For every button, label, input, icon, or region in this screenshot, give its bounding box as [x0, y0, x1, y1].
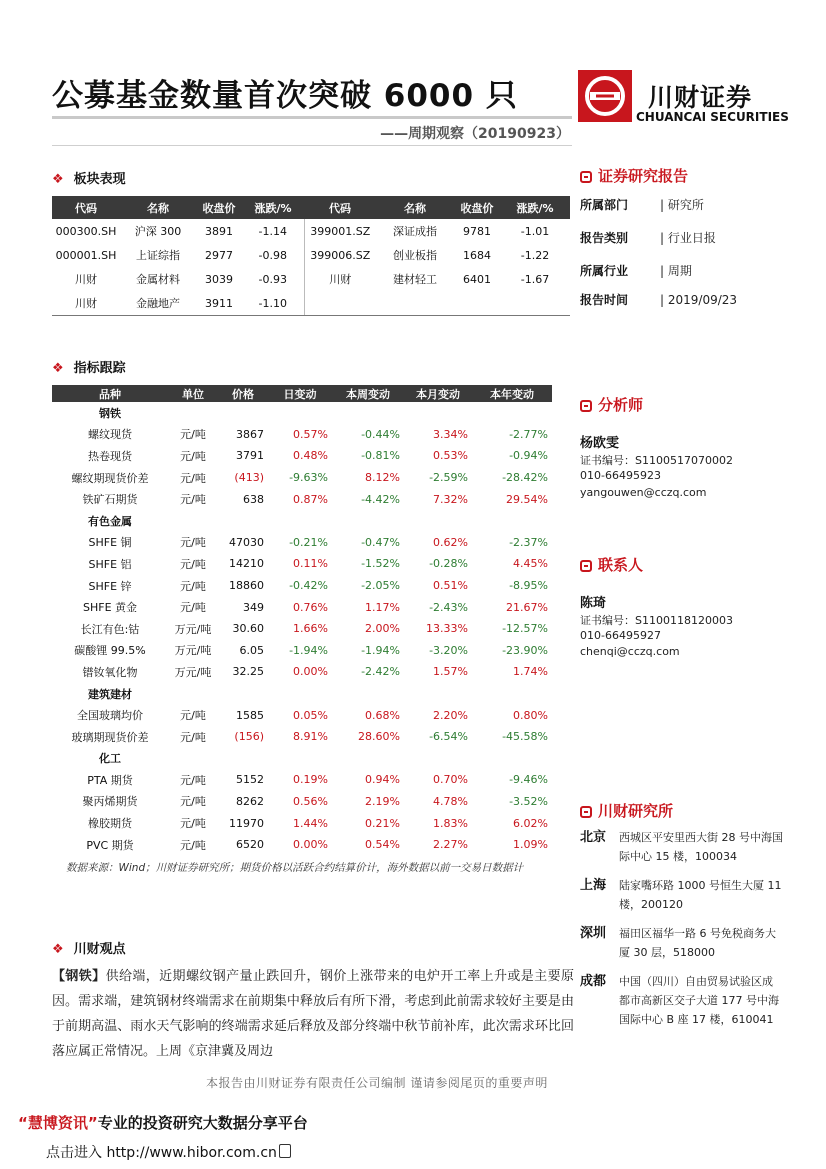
indicator-row	[52, 834, 552, 856]
indicator-cell: 0.57%	[293, 427, 328, 441]
institute-heading: 川财研究所	[580, 800, 673, 821]
indicator-cell: -28.42%	[502, 471, 548, 485]
indicator-col-header: 本月变动	[404, 385, 472, 402]
report-info-value: | 周期	[660, 264, 692, 278]
indicator-cell: 0.54%	[365, 838, 400, 852]
page-title: 公募基金数量首次突破 6000 只	[52, 78, 518, 114]
sector-col-header: 收盘价	[196, 196, 242, 219]
office-address: 福田区福华一路 6 号免税商务大厦 30 层，518000	[619, 927, 776, 959]
report-icon	[580, 171, 592, 183]
indicator-row	[52, 661, 552, 683]
page-subtitle: ——周期观察（20190923）	[380, 126, 570, 142]
indicator-cell: 元/吨	[180, 579, 206, 593]
indicator-cell: 8.12%	[365, 471, 400, 485]
sector-heading: ❖ 板块表现	[52, 172, 126, 187]
diamond-icon: ❖	[52, 942, 64, 957]
indicator-cell: 元/吨	[180, 428, 206, 442]
indicator-cell: 1.09%	[513, 838, 548, 852]
sector-cell: -0.93	[258, 272, 287, 286]
indicator-cell: 全国玻璃均价	[77, 709, 143, 723]
sector-cell: 3891	[205, 224, 233, 238]
indicator-cell: 元/吨	[180, 601, 206, 615]
sector-col-header: 收盘价	[454, 196, 500, 219]
indicator-row	[52, 726, 552, 748]
office-city: 深圳	[580, 926, 607, 941]
sector-cell: 6401	[463, 272, 491, 286]
sector-cell: 399001.SZ	[304, 219, 376, 243]
indicator-cell: 0.56%	[293, 794, 328, 808]
indicator-cell: -0.42%	[289, 579, 328, 593]
analyst-phone: 010-66495923	[580, 469, 661, 482]
indicator-cell: 11970	[229, 816, 264, 830]
indicator-cell: 0.11%	[293, 557, 328, 571]
indicator-cell: 1.17%	[365, 600, 400, 614]
indicator-group-name: 钢铁	[99, 406, 121, 420]
data-source-note: 数据来源：Wind；川财证券研究所；期货价格以活跃合约结算价计，海外数据以前一交易日数据计	[66, 862, 524, 874]
indicator-cell: SHFE 黄金	[82, 601, 138, 615]
office-address: 西城区平安里西大街 28 号中海国际中心 15 楼，100034	[619, 831, 783, 863]
indicator-cell: 元/吨	[180, 449, 206, 463]
indicator-cell: 碳酸锂 99.5%	[74, 644, 146, 658]
indicator-cell: -1.52%	[361, 557, 400, 571]
footer-disclaimer: 本报告由川财证券有限责任公司编制 谨请参阅尾页的重要声明	[206, 1076, 548, 1090]
indicator-cell: 万元/吨	[174, 622, 212, 636]
contact-email[interactable]: chenqi@cczq.com	[580, 645, 680, 658]
institute-icon	[580, 806, 592, 818]
indicator-cell: 0.00%	[293, 665, 328, 679]
indicator-cell: -4.42%	[361, 492, 400, 506]
sector-cell: 000001.SH	[55, 248, 117, 262]
sector-cell	[304, 291, 376, 316]
indicator-cell: -0.21%	[289, 535, 328, 549]
report-info-key: 所属部门	[580, 198, 629, 212]
sector-cell: 2977	[205, 248, 233, 262]
indicator-heading: ❖ 指标跟踪	[52, 361, 126, 376]
indicator-cell: 0.62%	[433, 535, 468, 549]
indicator-cell: 13.33%	[426, 622, 468, 636]
indicator-cell: 0.21%	[365, 816, 400, 830]
view-text: 供给端，近期螺纹钢产量止跌回升，钢价上涨带来的电炉开工率上升或是主要原因。需求端，建筑钢材终端需求在前期集中释放后有所下滑，考虑到此前需求较好主要是由于前期高温、雨水天气影响的终端需求延后释放及部分终端中秋节前补库，此次需求环比回落应属正常情况。上周《京津冀及周边	[52, 969, 574, 1059]
analyst-email[interactable]: yangouwen@cczq.com	[580, 486, 707, 499]
indicator-cell: 21.67%	[506, 600, 548, 614]
indicator-cell: 1.57%	[433, 665, 468, 679]
indicator-cell: -0.44%	[361, 427, 400, 441]
promo-text: 专业的投资研究大数据分享平台	[97, 1114, 308, 1132]
subtitle-divider	[52, 145, 572, 146]
indicator-cell: -2.42%	[361, 665, 400, 679]
indicator-cell: 0.53%	[433, 449, 468, 463]
indicator-cell: 元/吨	[180, 795, 206, 809]
contact-icon	[580, 560, 592, 572]
indicator-cell: 1.44%	[293, 816, 328, 830]
indicator-row	[52, 424, 552, 446]
indicator-cell: 0.70%	[433, 773, 468, 787]
indicator-cell: 2.20%	[433, 708, 468, 722]
office-city: 成都	[580, 974, 607, 989]
indicator-cell: (413)	[234, 471, 264, 485]
indicator-cell: 元/吨	[180, 536, 206, 550]
indicator-row	[52, 640, 552, 662]
indicator-row	[52, 488, 552, 510]
analyst-name: 杨欧雯	[580, 436, 620, 451]
diamond-icon: ❖	[52, 361, 64, 376]
sector-row	[52, 267, 570, 291]
indicator-cell: 6.02%	[513, 816, 548, 830]
indicator-cell: 18860	[229, 579, 264, 593]
indicator-row	[52, 575, 552, 597]
indicator-cell: 3.34%	[433, 427, 468, 441]
indicator-cell: 349	[243, 600, 264, 614]
sector-cell: 上证综指	[136, 249, 180, 262]
report-info-key: 报告时间	[580, 293, 629, 307]
indicator-cell: SHFE 锌	[88, 579, 132, 593]
indicator-cell: -2.77%	[509, 427, 548, 441]
indicator-cell: 螺纹期现货价差	[71, 471, 149, 485]
diamond-icon: ❖	[52, 172, 64, 187]
indicator-col-header: 本年变动	[472, 385, 552, 402]
report-info-key: 所属行业	[580, 264, 629, 278]
sector-col-header: 名称	[376, 196, 454, 219]
report-info-key: 报告类别	[580, 231, 629, 245]
report-info-value: | 2019/09/23	[660, 293, 738, 307]
indicator-row	[52, 769, 552, 791]
indicator-cell: 0.19%	[293, 773, 328, 787]
indicator-row	[52, 553, 552, 575]
indicator-cell: 螺纹现货	[88, 428, 132, 442]
indicator-cell: 0.87%	[293, 492, 328, 506]
indicator-cell: 29.54%	[506, 492, 548, 506]
indicator-cell: SHFE 铝	[88, 557, 132, 571]
indicator-cell: PTA 期货	[87, 773, 133, 787]
indicator-cell: 万元/吨	[174, 644, 212, 658]
indicator-cell: 橡胶期货	[88, 817, 132, 831]
indicator-row	[52, 812, 552, 834]
indicator-cell: 0.80%	[513, 708, 548, 722]
sector-cell	[376, 291, 454, 316]
indicator-row	[52, 618, 552, 640]
sector-cell: 3039	[205, 272, 233, 286]
indicator-col-header: 日变动	[268, 385, 332, 402]
indicator-cell: 0.94%	[365, 773, 400, 787]
indicator-cell: 0.76%	[293, 600, 328, 614]
indicator-col-header: 价格	[218, 385, 268, 402]
sector-cell: 399006.SZ	[304, 243, 376, 267]
indicator-col-header: 本周变动	[332, 385, 404, 402]
office-address: 中国（四川）自由贸易试验区成都市高新区交子大道 177 号中海国际中心 B 座 17 楼，610041	[619, 975, 779, 1026]
indicator-cell: 32.25	[232, 665, 264, 679]
indicator-cell: -1.94%	[361, 643, 400, 657]
report-info-value: | 行业日报	[660, 231, 716, 245]
indicator-group-name: 有色金属	[88, 514, 132, 528]
indicator-cell: -0.47%	[361, 535, 400, 549]
sector-cell: -1.10	[242, 291, 304, 316]
indicator-row	[52, 791, 552, 813]
sector-cell: 1684	[463, 248, 491, 262]
indicator-cell: (156)	[234, 730, 264, 744]
indicator-cell: 2.00%	[365, 622, 400, 636]
sector-cell: -1.01	[520, 224, 550, 238]
indicator-cell: 638	[243, 492, 264, 506]
indicator-cell: -1.94%	[289, 643, 328, 657]
indicator-cell: -9.46%	[509, 773, 548, 787]
logo-cn-text: 川财证券	[648, 83, 753, 112]
report-info-value: | 研究所	[660, 198, 704, 212]
logo-en-text: CHUANCAI SECURITIES	[636, 110, 789, 124]
indicator-cell: 2.27%	[433, 838, 468, 852]
indicator-cell: 4.45%	[513, 557, 548, 571]
indicator-col-header: 品种	[52, 385, 168, 402]
sector-col-header: 涨跌/%	[242, 196, 304, 219]
indicator-cell: PVC 期货	[86, 838, 134, 852]
sector-cell	[454, 291, 500, 316]
indicator-cell: 铁矿石期货	[82, 493, 138, 507]
indicator-cell: -2.59%	[429, 471, 468, 485]
indicator-cell: 0.48%	[293, 449, 328, 463]
indicator-cell: 热卷现货	[88, 449, 132, 463]
chuancai-logo-icon	[578, 70, 632, 122]
indicator-group-name: 化工	[99, 752, 121, 766]
indicator-cell: -23.90%	[502, 643, 548, 657]
promo-quote: “慧博资讯”	[18, 1114, 98, 1132]
indicator-cell: 0.05%	[293, 708, 328, 722]
sector-cell: -1.14	[258, 224, 287, 238]
sector-row	[52, 243, 570, 267]
indicator-group-row	[52, 748, 552, 770]
indicator-cell: 2.19%	[365, 794, 400, 808]
indicator-cell: 7.32%	[433, 492, 468, 506]
indicator-group-name: 建筑建材	[88, 687, 132, 701]
indicator-cell: SHFE 铜	[88, 536, 132, 550]
report-info-row	[580, 291, 737, 308]
indicator-col-header: 单位	[168, 385, 218, 402]
analyst-heading: 分析师	[580, 394, 643, 415]
indicator-cell: 万元/吨	[174, 665, 212, 679]
contact-cert: 证书编号：S1100118120003	[580, 614, 733, 627]
sector-col-header: 代码	[304, 196, 376, 219]
sector-cell: 川财	[52, 291, 120, 316]
indicator-cell: 8262	[236, 794, 264, 808]
indicator-cell: 元/吨	[180, 838, 206, 852]
indicator-cell: 元/吨	[180, 493, 206, 507]
indicator-cell: 1.66%	[293, 622, 328, 636]
sector-row	[52, 291, 570, 316]
sector-cell: 9781	[463, 224, 491, 238]
indicator-cell: -0.28%	[429, 557, 468, 571]
indicator-cell: 1.83%	[433, 816, 468, 830]
contact-phone: 010-66495927	[580, 629, 661, 642]
indicator-cell: 8.91%	[293, 730, 328, 744]
report-info-row	[580, 196, 704, 213]
report-info-row	[580, 262, 692, 279]
contact-name: 陈琦	[580, 596, 607, 611]
indicator-cell: -0.94%	[509, 449, 548, 463]
indicator-row	[52, 445, 552, 467]
indicator-cell: 元/吨	[180, 817, 206, 831]
indicator-cell: 0.51%	[433, 579, 468, 593]
indicator-cell: -9.63%	[289, 471, 328, 485]
sector-cell: 沪深 300	[134, 225, 182, 238]
sector-cell: -0.98	[258, 248, 287, 262]
sector-cell: 金属材料	[136, 273, 180, 286]
indicator-cell: 元/吨	[180, 709, 206, 723]
sector-col-header: 名称	[120, 196, 196, 219]
indicator-table	[52, 385, 552, 855]
indicator-row	[52, 467, 552, 489]
indicator-group-row	[52, 683, 552, 705]
report-info-row	[580, 229, 716, 246]
indicator-cell: 元/吨	[180, 557, 206, 571]
indicator-cell: -12.57%	[502, 622, 548, 636]
sector-cell: 创业板指	[393, 249, 437, 262]
indicator-cell: 5152	[236, 773, 264, 787]
indicator-row	[52, 596, 552, 618]
office-address: 陆家嘴环路 1000 号恒生大厦 11 楼，200120	[619, 879, 782, 911]
indicator-cell: 14210	[229, 557, 264, 571]
indicator-cell: 3791	[236, 449, 264, 463]
office-city: 上海	[580, 878, 607, 893]
indicator-cell: -0.81%	[361, 449, 400, 463]
indicator-row	[52, 532, 552, 554]
indicator-cell: 47030	[229, 535, 264, 549]
indicator-cell: 6.05	[239, 643, 264, 657]
indicator-cell: -45.58%	[502, 730, 548, 744]
view-tag: 【钢铁】	[52, 969, 106, 984]
contact-heading: 联系人	[580, 554, 643, 575]
indicator-cell: 长江有色:钴	[80, 622, 140, 636]
analyst-cert: 证书编号：S1100517070002	[580, 454, 733, 467]
indicator-cell: 3867	[236, 427, 264, 441]
indicator-group-row	[52, 510, 552, 532]
indicator-group-row	[52, 402, 552, 424]
indicator-cell: 元/吨	[180, 730, 206, 744]
promo-line	[18, 1112, 308, 1133]
indicator-cell: -2.37%	[509, 535, 548, 549]
indicator-cell: 元/吨	[180, 773, 206, 787]
sector-cell: 金融地产	[120, 291, 196, 316]
indicator-cell: -3.20%	[429, 643, 468, 657]
view-heading: ❖ 川财观点	[52, 942, 126, 957]
indicator-cell: 0.68%	[365, 708, 400, 722]
indicator-cell: 镨钕氧化物	[82, 665, 138, 679]
sector-cell: 建材轻工	[393, 273, 437, 286]
sector-row	[52, 219, 570, 243]
analyst-icon	[580, 400, 592, 412]
sector-cell: -1.22	[520, 248, 550, 262]
sector-cell: -1.67	[520, 272, 550, 286]
sector-cell: 3911	[196, 291, 242, 316]
indicator-cell: 1.74%	[513, 665, 548, 679]
sector-cell: 000300.SH	[55, 224, 117, 238]
mouse-icon	[279, 1144, 291, 1158]
indicator-cell: -2.05%	[361, 579, 400, 593]
promo-link[interactable]: 点击进入 http://www.hibor.com.cn	[46, 1142, 291, 1162]
sector-cell: 川财	[304, 267, 376, 291]
indicator-cell: 聚丙烯期货	[82, 795, 138, 809]
indicator-cell: -2.43%	[429, 600, 468, 614]
indicator-cell: -6.54%	[429, 730, 468, 744]
sector-cell: 川财	[75, 273, 97, 286]
indicator-cell: 元/吨	[180, 471, 206, 485]
indicator-cell: 4.78%	[433, 794, 468, 808]
office-city: 北京	[580, 830, 607, 845]
indicator-cell: 28.60%	[358, 730, 400, 744]
sector-col-header: 代码	[52, 196, 120, 219]
title-divider	[52, 116, 572, 119]
indicator-cell: 30.60	[232, 622, 264, 636]
indicator-cell: 1585	[236, 708, 264, 722]
sector-table	[52, 196, 570, 316]
indicator-row	[52, 704, 552, 726]
indicator-cell: -8.95%	[509, 579, 548, 593]
indicator-cell: 0.00%	[293, 838, 328, 852]
sector-cell: 深证成指	[393, 225, 437, 238]
indicator-cell: 6520	[236, 838, 264, 852]
indicator-cell: 玻璃期现货价差	[71, 730, 149, 744]
view-body	[52, 964, 574, 1064]
indicator-cell: -3.52%	[509, 794, 548, 808]
sector-col-header: 涨跌/%	[500, 196, 570, 219]
sector-cell	[500, 291, 570, 316]
report-heading: 证券研究报告	[580, 165, 688, 186]
